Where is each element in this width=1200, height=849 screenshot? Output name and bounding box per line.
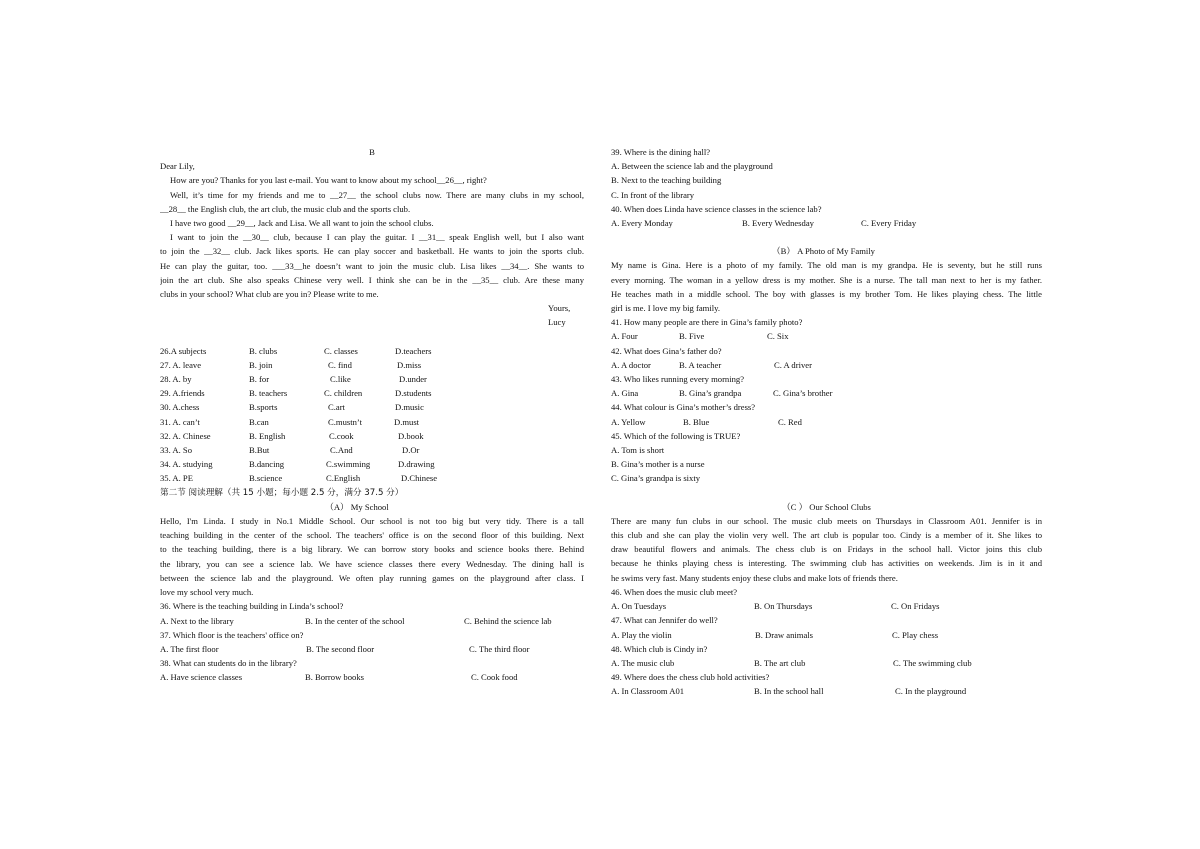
letter-greeting: Dear Lily, xyxy=(160,161,195,172)
option-b: B. The art club xyxy=(754,657,806,668)
question-stem: 36. Where is the teaching building in Linda’s school? xyxy=(160,601,344,612)
answer-options xyxy=(611,386,1042,400)
option-b: B. Blue xyxy=(683,416,710,427)
option-a: 33. A. So xyxy=(160,445,192,456)
passage-a-line: Hello, I'm Linda. I study in No.1 Middle School. Our school is not too big but very tidy. There is a tall xyxy=(160,516,584,527)
option-a: A. Next to the library xyxy=(160,615,234,626)
letter-signature: Lucy xyxy=(548,317,566,328)
passage-c-title: （C ） Our School Clubs xyxy=(782,501,871,512)
option-a: A. Four xyxy=(611,331,638,342)
option-c: C. The swimming club xyxy=(893,657,972,668)
passage-b-line: every morning. The woman in a yellow dress is my mother. She is a nurse. The tall man next to her is my father. xyxy=(611,274,1042,285)
question-stem: 49. Where does the chess club hold activities? xyxy=(611,672,770,683)
passage-a-line: between the science lab and the playground. We often play running games on the playground after class. I xyxy=(160,572,584,583)
option-b: B. Borrow books xyxy=(305,672,364,683)
right-column xyxy=(611,145,1042,699)
option-c: C.like xyxy=(330,374,351,385)
passage-c-line: There are many fun clubs in our school. The music club meets on Thursdays in Classroom A01. Jennifer is in xyxy=(611,515,1042,526)
answer-options xyxy=(611,358,1042,372)
passage-a-line: the library, you can see a science lab. We have science classes there every Wednesday. The dining hall is xyxy=(160,558,584,569)
option-d: D.teachers xyxy=(395,345,432,356)
answer-options xyxy=(611,656,1042,670)
option-a: A. The first floor xyxy=(160,643,219,654)
cloze-row xyxy=(160,443,584,457)
option-b: B. English xyxy=(249,430,286,441)
passage-b-line: He teaches math in a middle school. The boy with glasses is my brother Tom. He likes playing chess. The little xyxy=(611,288,1042,299)
option-b: B. Next to the teaching building xyxy=(611,175,722,186)
question-stem: 41. How many people are there in Gina’s family photo? xyxy=(611,317,803,328)
cloze-row xyxy=(160,386,584,400)
option-b: B. join xyxy=(249,359,273,370)
letter-paragraph: __28__ the English club, the art club, the music club and the sports club. xyxy=(160,203,411,214)
option-d: D.Chinese xyxy=(401,473,438,484)
cloze-row xyxy=(160,372,584,386)
passage-c-line: he swims very fast. Many students enjoy these clubs and make lots of friends there. xyxy=(611,572,898,583)
answer-options xyxy=(611,329,1042,343)
option-c: C. Play chess xyxy=(892,629,939,640)
letter-paragraph: I want to join the __30__ club, because I can play the guitar. I __31__ speak English well, but I also want xyxy=(170,232,584,243)
option-c: C. In front of the library xyxy=(611,189,695,200)
letter-paragraph: He can play the guitar, too. ___33__he doesn’t want to join the music club. Lisa likes __34__. She wants to xyxy=(160,260,584,271)
option-c: C. On Fridays xyxy=(891,601,940,612)
option-c: C. Red xyxy=(778,416,802,427)
option-a: A. A doctor xyxy=(611,359,651,370)
option-d: D.under xyxy=(399,374,427,385)
question-stem: 38. What can students do in the library? xyxy=(160,658,297,669)
letter-paragraph: I have two good __29__, Jack and Lisa. We all want to join the school clubs. xyxy=(170,218,434,229)
passage-c-line: this club and she can play the violin very well. The art club is popular too. Cindy is a member of it. She likes to xyxy=(611,530,1042,541)
option-a: A. Play the violin xyxy=(611,629,672,640)
option-a: 32. A. Chinese xyxy=(160,430,211,441)
option-b: B. Draw animals xyxy=(755,629,813,640)
option-a: A. Yellow xyxy=(611,416,646,427)
question-stem: 42. What does Gina’s father do? xyxy=(611,345,722,356)
answer-options xyxy=(160,670,584,684)
option-d: D.drawing xyxy=(398,459,435,470)
option-b: B. Five xyxy=(679,331,705,342)
option-a: 30. A.chess xyxy=(160,402,200,413)
option-b: B.can xyxy=(249,416,269,427)
option-c: C.mustn’t xyxy=(328,416,362,427)
passage-c-line: because he thinks playing chess is interesting. The swimming club has activities on weekends. Jim is in it and xyxy=(611,558,1042,569)
answer-options xyxy=(160,614,584,628)
option-b: B. In the center of the school xyxy=(305,615,405,626)
option-a: A. Every Monday xyxy=(611,218,673,229)
letter-paragraph: clubs in your school? What club are you in? Please write to me. xyxy=(160,289,379,300)
question-stem: 39. Where is the dining hall? xyxy=(611,147,711,157)
option-b: B. A teacher xyxy=(679,359,722,370)
passage-b-title: （B） A Photo of My Family xyxy=(772,246,875,257)
letter-paragraph: join the art club. She also speaks Chinese very well. I think she can be in the __35__ club. Are these many xyxy=(160,274,584,285)
option-a: 34. A. studying xyxy=(160,459,213,470)
question-stem: 46. When does the music club meet? xyxy=(611,586,738,597)
option-a: A. On Tuesdays xyxy=(611,601,667,612)
option-a: A. In Classroom A01 xyxy=(611,686,685,697)
passage-b-line: My name is Gina. Here is a photo of my family. The old man is my grandpa. He is seventy, but he still runs xyxy=(611,260,1042,271)
option-a: 35. A. PE xyxy=(160,473,193,484)
passage-a-line: love my school very much. xyxy=(160,587,254,598)
answer-options xyxy=(611,628,1042,642)
passage-a-title: （A） My School xyxy=(325,501,389,512)
option-b: B. clubs xyxy=(249,345,278,356)
cloze-row xyxy=(160,471,584,485)
option-b: B. Every Wednesday xyxy=(742,218,814,229)
passage-a-line: teaching building in the center of the school. The teachers' office is on the second floor of this building. Next xyxy=(160,530,584,541)
option-d: D.miss xyxy=(397,359,422,370)
question-stem: 37. Which floor is the teachers' office on? xyxy=(160,629,304,640)
cloze-row xyxy=(160,429,584,443)
option-c: C.art xyxy=(328,402,345,413)
option-d: D.book xyxy=(398,430,424,441)
option-c: C. A driver xyxy=(774,359,812,370)
question-stem: 43. Who likes running every morning? xyxy=(611,374,745,385)
option-a: 26.A subjects xyxy=(160,345,207,356)
letter-paragraph: How are you? Thanks for you last e-mail. You want to know about my school__26__, right? xyxy=(170,175,487,186)
passage-c-line: draw beautiful flowers and animals. The chess club is on Fridays in the school hall. Victor joins this club xyxy=(611,544,1042,555)
option-c: C. children xyxy=(324,388,363,399)
option-a: A. Between the science lab and the playground xyxy=(611,161,773,172)
option-c: C. Behind the science lab xyxy=(464,615,552,626)
option-a: A. Gina xyxy=(611,388,639,399)
option-b: B.dancing xyxy=(249,459,285,470)
cloze-row xyxy=(160,457,584,471)
option-d: D.Or xyxy=(402,445,420,456)
option-b: B. Gina’s grandpa xyxy=(679,388,742,399)
option-c: C. find xyxy=(328,359,352,370)
option-c: C. In the playground xyxy=(895,686,967,697)
question-stem: 45. Which of the following is TRUE? xyxy=(611,430,741,441)
option-c: C. Cook food xyxy=(471,672,518,683)
letter-paragraph: to join the __32__ club. Jack likes sports. He can play soccer and basketball. He wants to join the sports club. xyxy=(160,246,584,257)
cloze-row xyxy=(160,358,584,372)
letter-paragraph: Well, it’s time for my friends and me to __27__ the school clubs now. There are many clubs in my school, xyxy=(170,189,584,200)
option-a: 31. A. can’t xyxy=(160,416,200,427)
option-b: B. Gina’s mother is a nurse xyxy=(611,459,705,470)
option-a: A. Have science classes xyxy=(160,672,243,683)
option-a: 27. A. leave xyxy=(160,359,202,370)
cloze-row xyxy=(160,400,584,414)
answer-options xyxy=(611,684,1042,698)
answer-options xyxy=(611,599,1042,613)
question-stem: 47. What can Jennifer do well? xyxy=(611,615,718,626)
left-column xyxy=(160,145,584,685)
option-d: D.students xyxy=(395,388,432,399)
option-b: B.science xyxy=(249,473,283,484)
option-c: C. The third floor xyxy=(469,643,530,654)
cloze-row xyxy=(160,415,584,429)
question-stem: 44. What colour is Gina’s mother’s dress? xyxy=(611,402,756,413)
section-b-title: B xyxy=(369,147,375,157)
passage-a-line: to the teaching building, there is a big library. We can borrow story books and science books there. Behind xyxy=(160,544,584,555)
answer-options xyxy=(611,415,1042,429)
option-c: C. Every Friday xyxy=(861,218,917,229)
question-stem: 40. When does Linda have science classes in the science lab? xyxy=(611,203,822,214)
option-c: C. Gina’s brother xyxy=(773,388,833,399)
cloze-options xyxy=(160,344,584,486)
option-c: C.swimming xyxy=(326,459,371,470)
option-b: B. teachers xyxy=(249,388,288,399)
cloze-row xyxy=(160,344,584,358)
option-a: A. Tom is short xyxy=(611,445,665,456)
option-b: B. On Thursdays xyxy=(754,601,813,612)
passage-b-line: girl is me. I love my big family. xyxy=(611,303,720,314)
option-a: 28. A. by xyxy=(160,374,192,385)
option-b: B.But xyxy=(249,445,270,456)
option-c: C. Gina’s grandpa is sixty xyxy=(611,473,701,484)
option-c: C.English xyxy=(326,473,361,484)
option-b: B. for xyxy=(249,374,270,385)
letter-closing: Yours, xyxy=(548,303,571,314)
option-b: B. In the school hall xyxy=(754,686,824,697)
option-c: C. Six xyxy=(767,331,789,342)
option-d: D.music xyxy=(395,402,424,413)
option-c: C.cook xyxy=(329,430,354,441)
answer-options xyxy=(611,216,1042,230)
option-c: C.And xyxy=(330,445,353,456)
option-c: C. classes xyxy=(324,345,358,356)
option-b: B.sports xyxy=(249,402,278,413)
option-a: A. The music club xyxy=(611,657,675,668)
option-a: 29. A.friends xyxy=(160,388,205,399)
answer-options xyxy=(160,642,584,656)
question-stem: 48. Which club is Cindy in? xyxy=(611,643,708,654)
section-2-header: 第二节 阅读理解（共 15 小题；每小题 2.5 分，满分 37.5 分） xyxy=(160,487,404,498)
option-d: D.must xyxy=(394,416,420,427)
option-b: B. The second floor xyxy=(306,643,375,654)
